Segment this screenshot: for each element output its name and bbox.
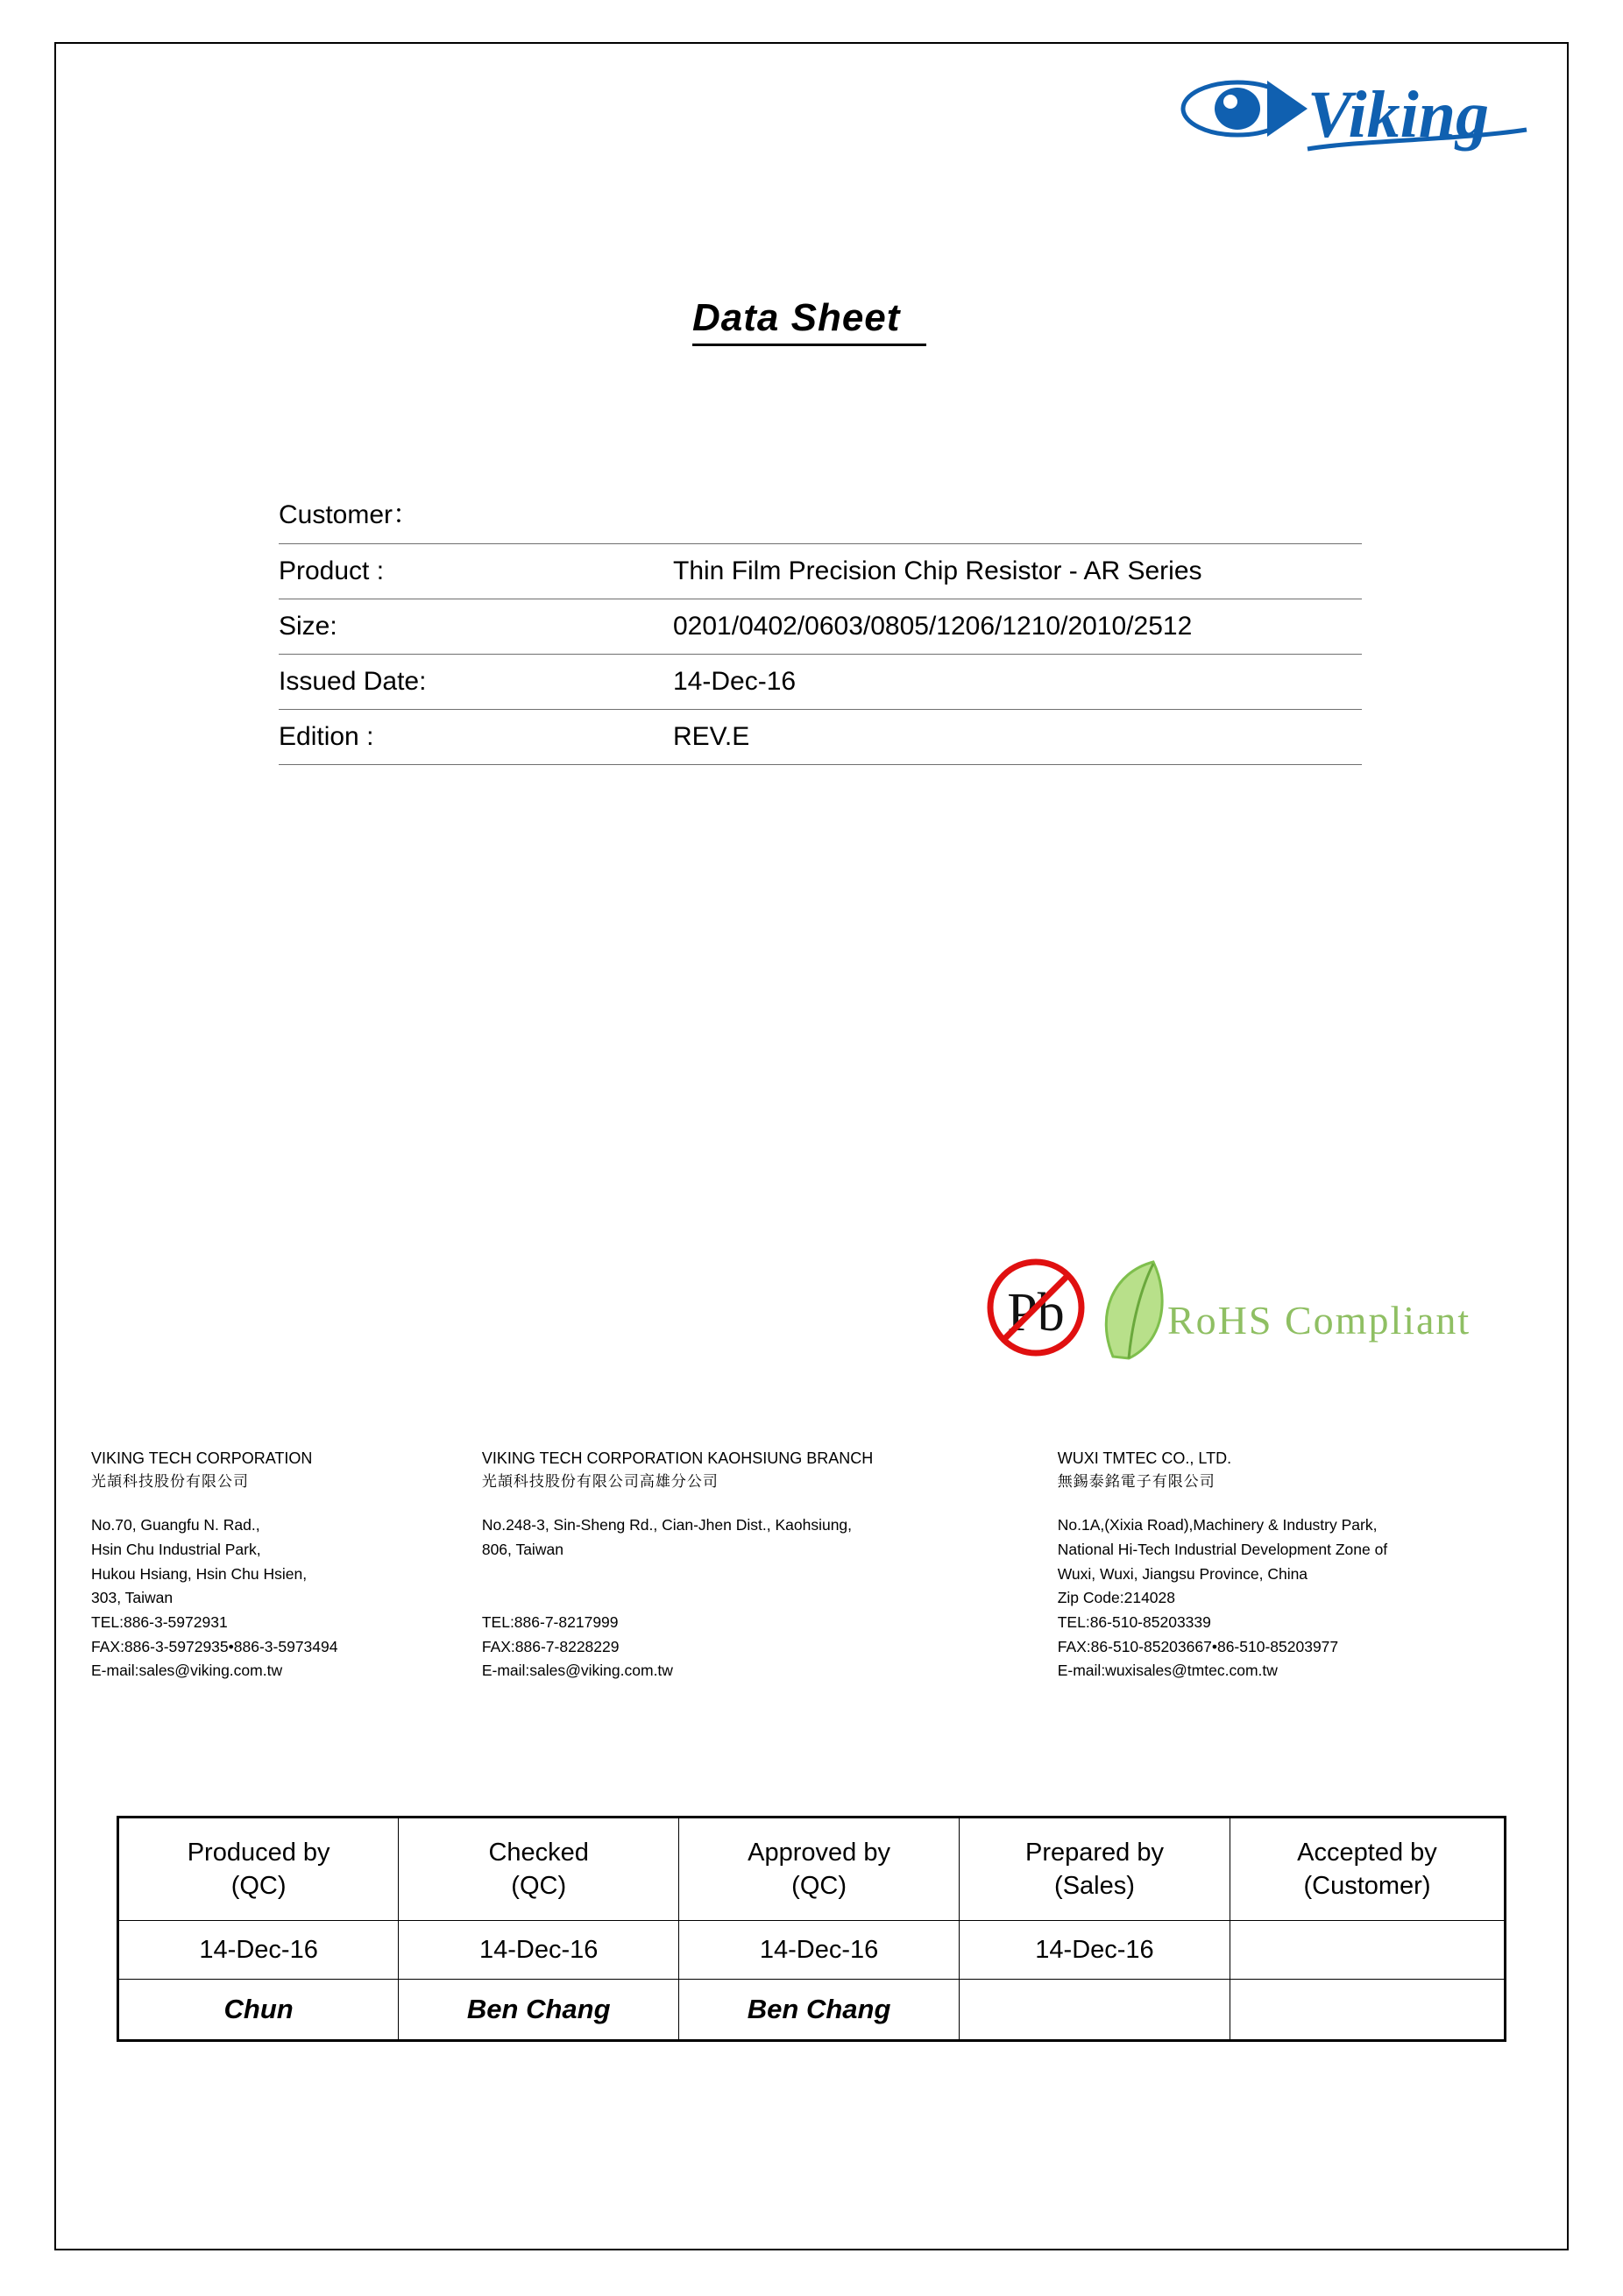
date-cell-prepared-by: 14-Dec-16 (960, 1921, 1230, 1980)
viking-logo (1176, 68, 1544, 165)
address-line: Wuxi, Wuxi, Jiangsu Province, China (1057, 1564, 1308, 1583)
address-line (482, 1586, 1045, 1611)
signature-cell-produced-by: Chun (118, 1980, 399, 2041)
header-cell-produced-by (118, 1818, 399, 1921)
company-name-cjk: 無錫泰銘電子有限公司 (1057, 1473, 1215, 1491)
signature-cell-accepted-by (1230, 1980, 1505, 2041)
address-block-wuxi-tmtec (1058, 1446, 1528, 1683)
header-top: Produced by (187, 1838, 330, 1867)
info-label-issued-date: Issued Date: (279, 655, 661, 710)
info-row-customer (279, 480, 1362, 544)
info-value-edition: REV.E (661, 710, 1362, 765)
phone-line: TEL:86-510-85203339 (1057, 1612, 1211, 1631)
approval-signature-table (117, 1816, 1506, 2042)
signature-cell-prepared-by (960, 1980, 1230, 2041)
address-line: 303, Taiwan (91, 1589, 174, 1607)
info-value-size: 0201/0402/0603/0805/1206/1210/2010/2512 (661, 599, 1362, 655)
header-bottom: (QC) (230, 1872, 287, 1900)
table-row-dates (118, 1921, 1506, 1980)
info-row-size (279, 599, 1362, 655)
header-bottom: (Sales) (1054, 1872, 1135, 1900)
fax-line: FAX:886-7-8228229 (481, 1637, 620, 1655)
header-cell-accepted-by (1230, 1818, 1505, 1921)
date-cell-accepted-by (1230, 1921, 1505, 1980)
info-label-edition: Edition : (279, 710, 661, 765)
date-cell-produced-by: 14-Dec-16 (118, 1921, 399, 1980)
zip-line: Zip Code:214028 (1057, 1589, 1176, 1607)
address-line: National Hi-Tech Industrial Development Zone of (1057, 1540, 1388, 1558)
address-line: No.70, Guangfu N. Rad., (91, 1516, 260, 1534)
date-cell-checked: 14-Dec-16 (399, 1921, 679, 1980)
header-cell-prepared-by (960, 1818, 1230, 1921)
info-label-product: Product : (279, 544, 661, 599)
header-bottom: (QC) (791, 1872, 847, 1900)
info-value-customer (661, 480, 1362, 544)
address-line: No.1A,(Xixia Road),Machinery & Industry Park, (1057, 1516, 1378, 1534)
company-addresses (91, 1446, 1528, 1683)
header-top: Checked (488, 1838, 589, 1867)
header-cell-approved-by (679, 1818, 960, 1921)
fax-line: FAX:86-510-85203667•86-510-85203977 (1057, 1637, 1339, 1655)
phone-line: TEL:886-3-5972931 (91, 1612, 228, 1631)
address-block-kaohsiung-branch (482, 1446, 1058, 1683)
phone-line: TEL:886-7-8217999 (481, 1612, 619, 1631)
info-label-size: Size: (279, 599, 661, 655)
header-cell-checked (399, 1818, 679, 1921)
address-line (482, 1563, 1045, 1587)
company-name: VIKING TECH CORPORATION KAOHSIUNG BRANCH (481, 1449, 874, 1467)
svg-text:RoHS Compliant: RoHS Compliant (1167, 1298, 1471, 1343)
document-info-table (279, 480, 1362, 765)
page-title: Data Sheet (692, 296, 926, 346)
info-value-issued-date: 14-Dec-16 (661, 655, 1362, 710)
header-bottom: (QC) (511, 1872, 567, 1900)
address-line: No.248-3, Sin-Sheng Rd., Cian-Jhen Dist., Kaohsiung, (481, 1516, 853, 1534)
leaf-icon (1106, 1262, 1162, 1358)
table-row-headers (118, 1818, 1506, 1921)
rohs-compliant-mark (982, 1253, 1516, 1367)
header-top: Prepared by (1024, 1838, 1164, 1867)
address-block-viking-tech (91, 1446, 482, 1683)
info-label-customer: Customer： (279, 480, 661, 544)
company-name: WUXI TMTEC CO., LTD. (1057, 1449, 1232, 1467)
signature-cell-checked: Ben Chang (399, 1980, 679, 2041)
header-top: Approved by (748, 1838, 890, 1867)
info-row-edition (279, 710, 1362, 765)
lead-free-icon (990, 1262, 1081, 1353)
company-name: VIKING TECH CORPORATION (91, 1449, 313, 1467)
info-row-issued-date (279, 655, 1362, 710)
address-line: 806, Taiwan (481, 1540, 563, 1558)
address-line: Hsin Chu Industrial Park, (91, 1540, 261, 1558)
header-top: Accepted by (1297, 1838, 1437, 1867)
svg-text:Viking: Viking (1308, 78, 1489, 152)
signature-cell-approved-by: Ben Chang (679, 1980, 960, 2041)
table-row-signatures (118, 1980, 1506, 2041)
svg-text:Pb: Pb (1007, 1283, 1065, 1343)
info-value-product: Thin Film Precision Chip Resistor - AR Series (661, 544, 1362, 599)
email-line: E-mail:sales@viking.com.tw (481, 1662, 673, 1680)
header-bottom: (Customer) (1303, 1872, 1431, 1900)
date-cell-approved-by: 14-Dec-16 (679, 1921, 960, 1980)
info-row-product (279, 544, 1362, 599)
address-line: Hukou Hsiang, Hsin Chu Hsien, (91, 1564, 308, 1583)
email-line: E-mail:sales@viking.com.tw (91, 1662, 283, 1680)
company-name-cjk: 光頡科技股份有限公司 (91, 1473, 249, 1491)
fax-line: FAX:886-3-5972935•886-3-5973494 (91, 1637, 338, 1655)
email-line: E-mail:wuxisales@tmtec.com.tw (1057, 1662, 1278, 1680)
company-name-cjk: 光頡科技股份有限公司高雄分公司 (481, 1473, 719, 1491)
